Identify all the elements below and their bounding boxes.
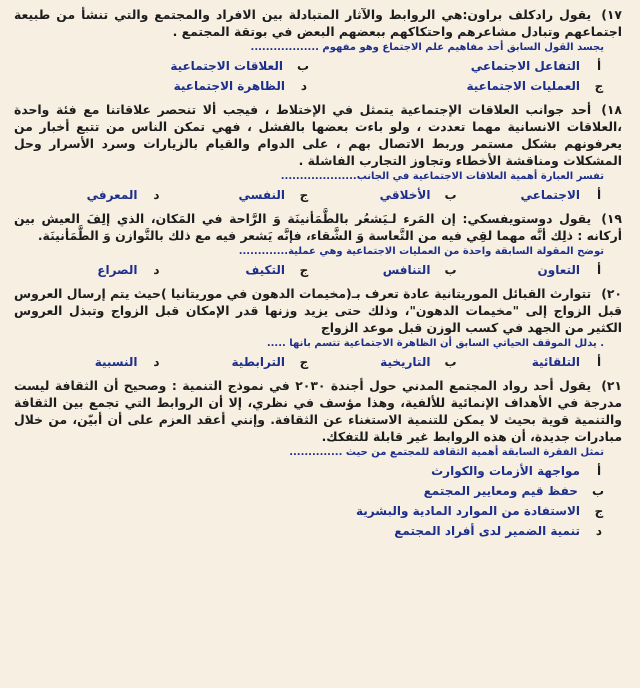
option-letter: ب	[444, 188, 457, 202]
question-number: ١٨)	[601, 102, 622, 117]
question-stem	[14, 377, 622, 445]
option-c[interactable]	[309, 77, 604, 95]
question-prompt: تفسر العبارة أهمية العلاقات الاجتماعية في الجانب....................	[280, 171, 604, 182]
question-number: ٢٠)	[601, 286, 622, 301]
options-list	[14, 186, 604, 204]
option-text: الترابطية	[231, 355, 285, 369]
option-text: التفاعل الاجتماعي	[470, 59, 580, 73]
option-letter: أ	[596, 355, 602, 369]
option-text: التاريخية	[380, 355, 431, 369]
option-d[interactable]	[14, 353, 162, 371]
option-b[interactable]	[309, 353, 457, 371]
question-text: تتوارث القبائل الموريتانية عادة تعرف بـ(مخيمات الدهون في موريتانيا )حيث يتم إرسال العروس قبل الزواج إلى "مخيمات الدهون"، وذلك حتى يزيد وزنها قدر الإمكان قبل الزواج وتبذل العروس الكثير من الجهد في كسب الوزن قبل موعد الزواج	[14, 286, 622, 335]
options-list	[14, 462, 604, 540]
option-b[interactable]	[309, 186, 457, 204]
question-stem	[14, 6, 622, 40]
question-number: ١٧)	[601, 7, 622, 22]
option-letter: أ	[596, 59, 602, 73]
option-letter: د	[153, 188, 160, 202]
option-text: التلقائية	[531, 355, 580, 369]
question-stem	[14, 101, 622, 169]
question-21	[14, 377, 622, 540]
option-letter: د	[153, 263, 160, 277]
option-text: التكيف	[245, 263, 285, 277]
option-text: تنمية الضمير لدى أفراد المجتمع	[394, 524, 580, 538]
option-letter: د	[300, 79, 308, 93]
option-a[interactable]	[457, 353, 605, 371]
option-text: الظاهرة الاجتماعية	[173, 79, 285, 93]
option-text: الاستفادة من الموارد المادية والبشرية	[356, 504, 580, 518]
option-letter: د	[153, 355, 160, 369]
option-text: الصراع	[97, 263, 138, 277]
option-letter: أ	[596, 188, 602, 202]
option-c[interactable]	[162, 353, 310, 371]
option-c[interactable]	[162, 261, 310, 279]
option-letter: ج	[594, 79, 604, 93]
option-letter: ب	[444, 355, 457, 369]
question-19	[14, 210, 622, 279]
option-text: الأخلاقي	[379, 188, 431, 202]
option-text: المعرفي	[86, 188, 138, 202]
option-letter: ج	[299, 188, 309, 202]
option-text: العلاقات الاجتماعية	[170, 59, 283, 73]
option-c[interactable]	[14, 502, 604, 520]
option-text: مواجهة الأزمات والكوارث	[431, 464, 580, 478]
option-letter: أ	[596, 464, 602, 478]
option-letter: ب	[296, 59, 309, 73]
options-list	[14, 261, 604, 279]
question-prompt: يجسد القول السابق أحد مفاهيم علم الاجتماع وهو مفهوم ..................	[250, 42, 604, 53]
option-letter: ج	[299, 263, 309, 277]
question-stem	[14, 285, 622, 336]
question-18	[14, 101, 622, 204]
options-list	[14, 57, 604, 95]
question-prompt: توضح المقولة السابقة واحدة من العمليات الاجتماعية وهي عملية.............	[238, 246, 604, 257]
option-text: حفظ قيم ومعايير المجتمع	[423, 484, 578, 498]
question-stem	[14, 210, 622, 244]
question-17	[14, 6, 622, 95]
option-a[interactable]	[457, 186, 605, 204]
option-letter: د	[595, 524, 603, 538]
option-text: العمليات الاجتماعية	[466, 79, 580, 93]
option-d[interactable]	[14, 77, 309, 95]
option-text: التعاون	[537, 263, 580, 277]
option-text: التنافس	[382, 263, 431, 277]
question-number: ١٩)	[601, 211, 622, 226]
option-d[interactable]	[14, 261, 162, 279]
question-20	[14, 285, 622, 371]
option-a[interactable]	[309, 57, 604, 75]
option-letter: ب	[444, 263, 457, 277]
option-b[interactable]	[309, 261, 457, 279]
option-text: الاجتماعي	[520, 188, 580, 202]
option-c[interactable]	[162, 186, 310, 204]
question-text: يقول رادكلف براون:هي الروابط والآثار المتبادلة بين الافراد والمجتمع والتي تنشأ من طبيعة اجتماعهم وتبادل مشاعرهم واحتكاكهم ببعضهم البعض في بوتقة المجتمع .	[14, 7, 622, 39]
option-letter: أ	[596, 263, 602, 277]
question-text: يقول دوستويفسكي: إن المَرء لـيَشعُر بالطَّمَأنينَة وَ الرَّاحة في المَكان، الذي إلِفَ العيش بين أركانه : ذلِك أنَّه مهما لقِي فيه من التَّعاسة وَ الشَّقاء، فإنَّه يَشعر فيه مع ذلك بالتَّوازن وَ الطَّمَأنينَة.	[14, 211, 622, 243]
option-b[interactable]	[14, 57, 309, 75]
question-number: ٢١)	[601, 378, 622, 393]
option-a[interactable]	[457, 261, 605, 279]
option-b[interactable]	[14, 482, 604, 500]
option-text: النفسي	[238, 188, 285, 202]
options-list	[14, 353, 604, 371]
question-text: أحد جوانب العلاقات الإجتماعية يتمثل في الإختلاط ، فيجب ألا تنحصر علاقاتنا مع فئة واحدة ،العلاقات الانسانية مهما تعددت ، ولو باءت بعضها بالفشل ، فهي تمكن الناس من تتبع أخبار من يعرفونهم بشكل مستمر وربط الاتصال بهم ، على الدوام والقيام بالزيارات وسرد الأسرار وحل المشكلات ومناقشة الأخطاء وتجاوز التجارب الفاشلة .	[14, 102, 622, 168]
question-text: يقول أحد رواد المجتمع المدني حول أجندة ٢٠٣٠ في نموذج التنمية : وصحيح أن الثقافة ليست مدرجة في الأهداف الإنمائية للألفية، وهذا مؤسف في نظري، إلا أن الروابط التي تجمع بين الثقافة والتنمية قوية بحيث لا يمكن للتنمية الاستغناء عن الثقافة. وإنني أعقد العزم على أن أبيّن، من خلال مبادرات جديدة، أن هذه الروابط غير قابلة للتفكك.	[14, 378, 622, 444]
option-d[interactable]	[14, 186, 162, 204]
option-text: النسبية	[94, 355, 138, 369]
option-d[interactable]	[14, 522, 604, 540]
option-letter: ج	[299, 355, 309, 369]
question-prompt: تمثل الفقرة السابقة أهمية الثقافة للمجتمع من حيث ..............	[289, 447, 604, 458]
option-a[interactable]	[14, 462, 604, 480]
option-letter: ج	[594, 504, 604, 518]
question-prompt: . يدلل الموقف الحياتي السابق أن الظاهرة الاجتماعية تتسم بانها .....	[266, 338, 604, 349]
option-letter: ب	[591, 484, 604, 498]
